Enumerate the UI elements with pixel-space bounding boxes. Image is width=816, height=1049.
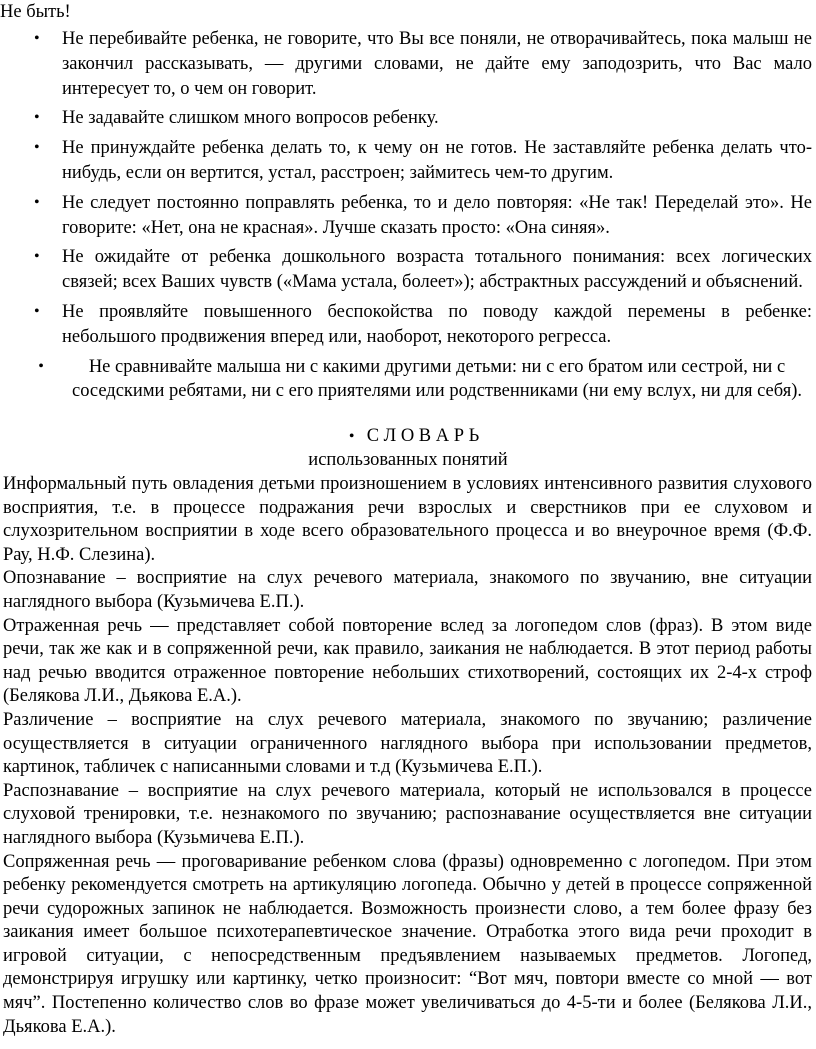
bullet-icon: • <box>34 302 40 320</box>
list-item-text: Не задавайте слишком много вопросов ребенку. <box>62 108 439 129</box>
glossary-subtitle: использованных понятий <box>308 450 508 470</box>
glossary-entry: Отраженная речь — представляет собой повторение вслед за логопедом слов (фраз). В этом виде речи, так же как и в сопряженной речи, как правило, заикания не наблюдается. В этот период работы над речью вводится отраженное повторение небольших стихотворений, состоящих их 2-4-х строф (Белякова Л.И., Дьякова Е.А.). <box>3 615 812 707</box>
glossary-entry: Различение – восприятие на слух речевого материала, знакомого по звучанию; различение осуществляется в ситуации ограниченного наглядного выбора при использовании предметов, картинок, табличек с написанными словами и т.д (Кузьмичева Е.П.). <box>3 709 812 778</box>
glossary-entry: Распознавание – восприятие на слух речевого материала, который не использовался в процессе слуховой тренировки, т.е. незнакомого по звучанию; распознавание осуществляется вне ситуации наглядного выбора (Кузьмичева Е.П.). <box>3 780 812 848</box>
glossary-entries <box>0 473 816 1039</box>
bullet-icon: • <box>34 30 40 47</box>
list-item <box>0 300 816 350</box>
list-item-text: Не перебивайте ребенка, не говорите, что Вы все поняли, не отворачивайтесь, пока малыш не закончил рассказывать, — другими словами, не дайте ему заподозрить, что Вас мало интересует то, о чем он говорит. <box>62 29 812 99</box>
glossary-entry: Опознавание – восприятие на слух речевого материала, знакомого по звучанию, вне ситуации наглядного выбора (Кузьмичева Е.П.). <box>3 568 812 612</box>
glossary-title-text: С Л О В А Р Ь <box>366 426 480 446</box>
bullet-icon: • <box>34 193 40 211</box>
bullet-icon: • <box>34 109 40 127</box>
bullet-icon: • <box>38 357 44 375</box>
glossary-entry: Сопряженная речь — проговаривание ребенком слова (фразы) одновременно с логопедом. При этом ребенку рекомендуется смотреть на артикуляцию логопеда. Обычно у детей в процессе сопряженной речи судорожных запинок не наблюдается. Возможность произнести слово, а тем более фразу без заикания имеет большое психотерапевтическое значение. Отработка этого вида речи проходит в игровой ситуации, с непосредственным предъявлением называемых предметов. Логопед, демонстрируя игрушку или картинку, четко произносит: “Вот мяч, повтори вместе со мной — вот мяч”. Постепенно количество слов во фразе может увеличиваться до 4-5-ти и более (Белякова Л.И., Дьякова Е.А.). <box>3 851 812 1037</box>
recommendations-list <box>0 27 816 409</box>
bullet-icon: • <box>34 248 40 266</box>
list-item-text: Не проявляйте повышенного беспокойства по поводу каждой перемены в ребенке: небольшого продвижения вперед или, наоборот, некоторого регресса. <box>62 301 812 347</box>
list-item <box>0 355 816 405</box>
glossary-title <box>0 424 816 449</box>
list-item <box>0 136 816 186</box>
list-item-text: Не следует постоянно поправлять ребенка, то и дело повторяя: «Не так! Переделай это». Не говорите: «Нет, она не красная». Лучше сказать просто: «Она синяя». <box>62 192 812 238</box>
list-item-text: Не сравнивайте малыша ни с какими другими детьми: ни с его братом или сестрой, ни с соседскими ребятами, ни с его приятелями или родственниками (ни ему вслух, ни для себя). <box>71 356 802 402</box>
list-item-text: Не ожидайте от ребенка дошкольного возраста тотального понимания: всех логических связей; всех Ваших чувств («Мама устала, болеет»); абстрактных рассуждений и объяснений. <box>62 247 812 293</box>
list-item <box>0 245 816 295</box>
list-item <box>0 27 816 101</box>
list-item <box>0 191 816 241</box>
list-item-text: Не принуждайте ребенка делать то, к чему он не готов. Не заставляйте ребенка делать что-нибудь, если он вертится, устал, расстроен; займитесь чем-то другим. <box>62 138 812 183</box>
intro-line: Не быть! <box>0 2 71 22</box>
bullet-icon: • <box>34 139 40 157</box>
list-item <box>0 106 816 131</box>
bullet-icon: • <box>348 428 355 445</box>
glossary-entry: Информальный путь овладения детьми произношением в условиях интенсивного развития слухового восприятия, т.е. в процессе подражания речи взрослых и сверстников при ее слуховом и слухозрительном восприятии в ходе всего образовательного процесса и во внеурочное время (Ф.Ф. Рау, Н.Ф. Слезина). <box>3 474 812 565</box>
